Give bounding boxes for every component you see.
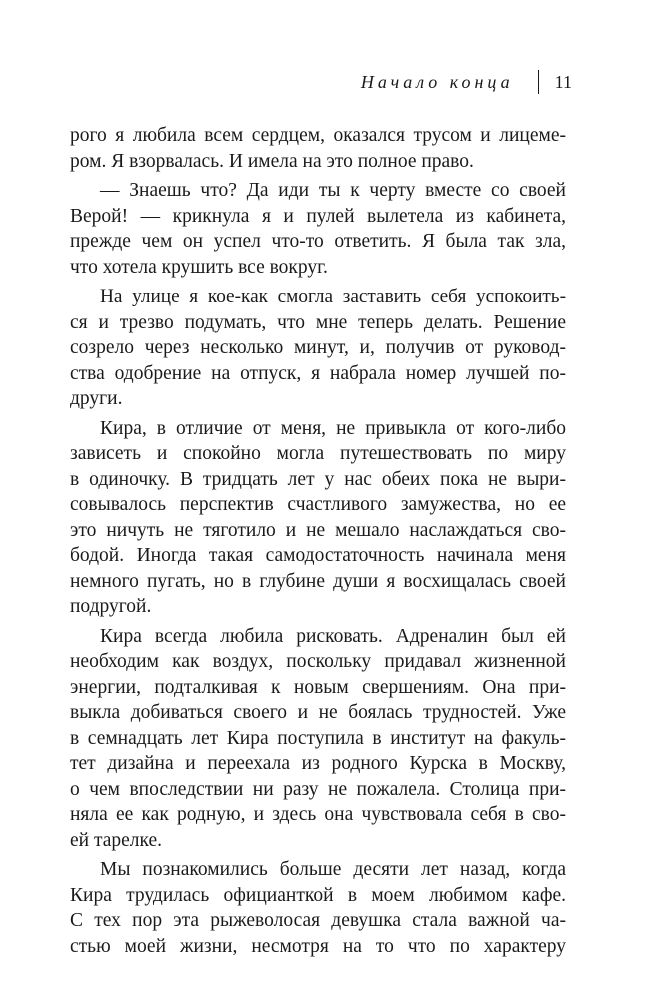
text-line: немного пугать, но в глубине души я восхищалась своей — [70, 570, 566, 592]
paragraph — [70, 416, 566, 620]
text-line: необходим как воздух, поскольку придавал жизненной — [70, 651, 566, 672]
text-line: в семнадцать лет Кира поступила в институт на факуль- — [70, 727, 566, 749]
paragraph — [70, 857, 566, 959]
paragraph — [70, 178, 566, 280]
text-line: ства одобрение на отпуск, я набрала номер лучшей по- — [70, 362, 566, 384]
text-line: стью моей жизни, несмотря на то что по характеру — [70, 935, 566, 957]
text-line: что хотела крушить все вокруг. — [70, 256, 328, 278]
text-line: Верой! — крикнула я и пулей вылетела из кабинета, — [70, 205, 566, 227]
text-line: энергии, подталкивая к новым свершениям. Она при- — [70, 676, 566, 698]
text-line: Мы познакомились больше десяти лет назад, когда — [100, 859, 566, 880]
running-title: Начало конца — [360, 71, 514, 92]
text-line: совывалось перспектив счастливого замужества, но ее — [70, 494, 566, 515]
text-line: бодой. Иногда такая самодостаточность начинала меня — [70, 545, 566, 566]
text-line: рого я любила всем сердцем, оказался трусом и лицеме- — [70, 125, 566, 146]
text-line: Кира всегда любила рисковать. Адреналин был ей — [100, 625, 566, 647]
page-header — [361, 70, 572, 94]
header-divider — [538, 70, 539, 94]
text-line: зависеть и спокойно могла путешествовать по миру — [70, 443, 566, 464]
paragraph — [70, 284, 566, 412]
text-line: ром. Я взорвалась. И имела на это полное право. — [70, 150, 474, 172]
text-line: созрело через несколько минут, и, получив от руковод- — [70, 337, 566, 358]
text-line: тет дизайна и переехала из родного Курска в Москву, — [70, 753, 566, 774]
text-line: о чем впоследствии ни разу не пожалела. Столица при- — [70, 778, 566, 800]
text-line: На улице я кое-как смогла заставить себя успокоить- — [100, 286, 566, 307]
text-line: выкла добиваться своего и не боялась трудностей. Уже — [70, 702, 566, 723]
paragraph — [70, 624, 566, 854]
page-number: 11 — [554, 71, 572, 92]
text-line: други. — [70, 388, 123, 409]
text-line: ся и трезво подумать, что мне теперь делать. Решение — [70, 311, 566, 333]
text-line: Кира трудилась официанткой в моем любимом кафе. — [70, 884, 566, 906]
text-line: прежде чем он успел что-то ответить. Я была так зла, — [70, 231, 566, 252]
text-line: ей тарелке. — [70, 829, 163, 851]
text-line: С тех пор эта рыжеволосая девушка стала важной ча- — [70, 910, 566, 931]
text-line: — Знаешь что? Да иди ты к черту вместе со своей — [100, 180, 566, 201]
text-line: подругой. — [70, 596, 152, 617]
text-line: Кира, в отличие от меня, не привыкла от кого-либо — [100, 417, 566, 439]
text-line: в одиночку. В тридцать лет у нас обеих пока не выри- — [70, 468, 566, 490]
body-text — [70, 123, 566, 963]
text-line: это ничуть не тяготило и не мешало наслаждаться сво- — [70, 519, 566, 541]
paragraph — [70, 123, 566, 174]
text-line: няла ее как родную, и здесь она чувствовала себя в сво- — [70, 804, 566, 825]
